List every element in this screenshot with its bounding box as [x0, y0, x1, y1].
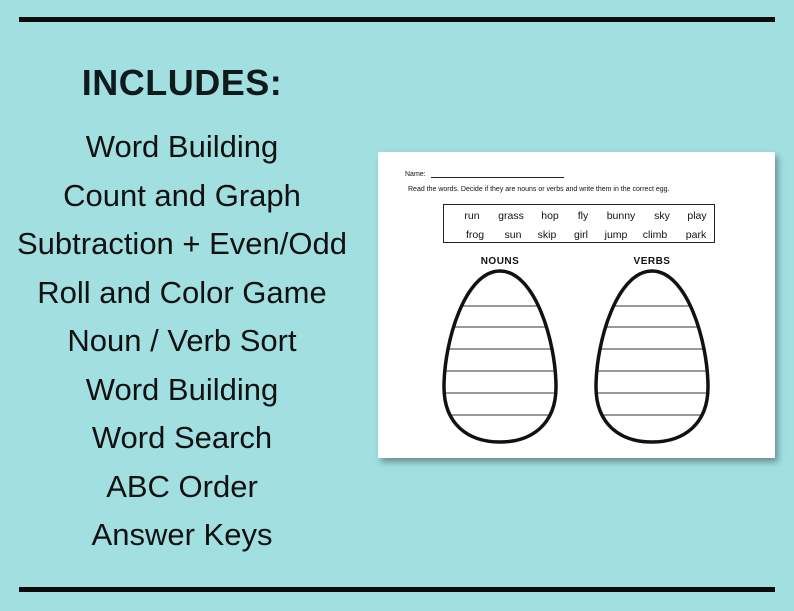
word: play [687, 210, 707, 222]
eggs-drawing [378, 152, 775, 458]
word: grass [498, 210, 524, 222]
nouns-egg [438, 271, 563, 442]
word: fly [577, 210, 589, 222]
word: run [464, 210, 480, 222]
top-divider [19, 17, 775, 22]
list-item: ABC Order [106, 468, 258, 504]
verbs-egg [590, 271, 715, 442]
word: jump [604, 229, 628, 241]
word: sun [504, 229, 522, 241]
word: park [685, 229, 707, 241]
nouns-title: NOUNS [480, 256, 520, 267]
word: climb [642, 229, 668, 241]
list-item: Noun / Verb Sort [67, 323, 297, 358]
list-item: Count and Graph [63, 177, 301, 213]
name-label: Name: [405, 171, 426, 178]
includes-heading: INCLUDES: [81, 62, 283, 103]
word: bunny [606, 210, 636, 222]
bottom-divider [19, 587, 775, 592]
list-item: Word Building [85, 371, 279, 407]
list-item: Roll and Color Game [37, 274, 327, 310]
list-item: Answer Keys [91, 517, 273, 552]
word: hop [541, 210, 559, 222]
word: skip [537, 229, 557, 241]
list-item: Word Search [91, 420, 273, 455]
word: frog [465, 229, 485, 241]
includes-list [0, 127, 364, 564]
list-item: Word Building [85, 129, 279, 164]
worksheet-instructions: Read the words. Decide if they are nouns or verbs and write them in the correct egg. [408, 186, 670, 193]
word: girl [573, 229, 589, 241]
worksheet-preview [378, 152, 775, 458]
list-item: Subtraction + Even/Odd [16, 226, 347, 261]
word: sky [654, 210, 670, 222]
verbs-title: VERBS [633, 256, 671, 267]
